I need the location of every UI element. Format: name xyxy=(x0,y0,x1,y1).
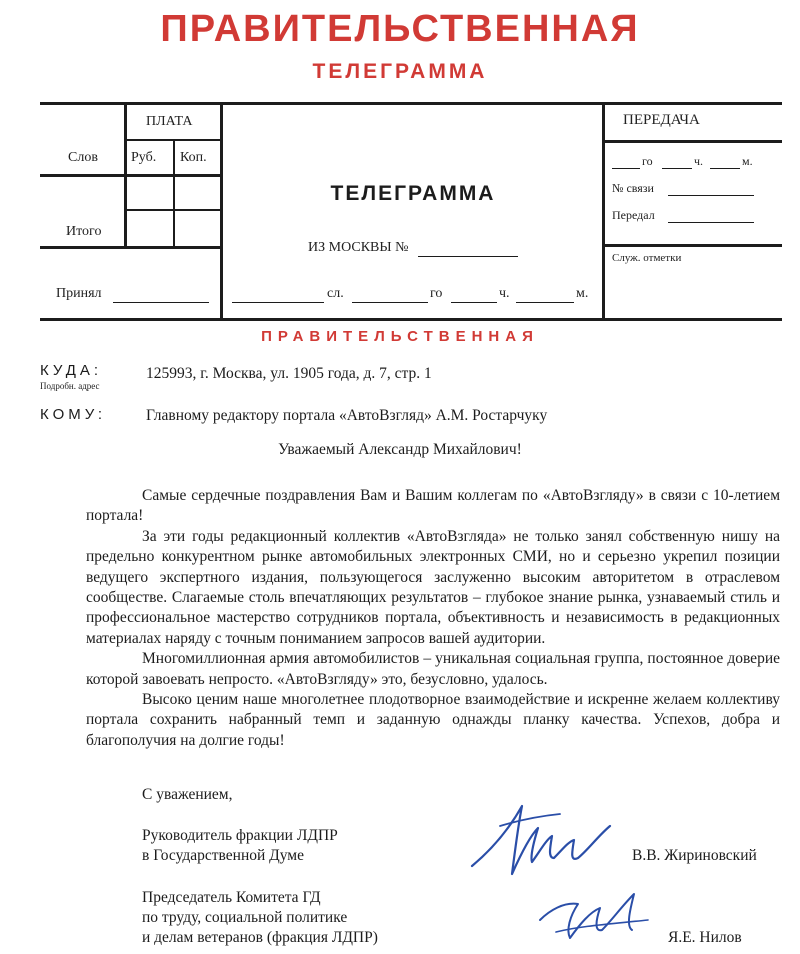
form-bottom-border xyxy=(40,318,782,321)
closing: С уважением, xyxy=(142,786,233,803)
signer2-title xyxy=(142,888,378,948)
number-blank xyxy=(418,256,518,257)
form-divider xyxy=(40,246,223,249)
from-moscow-label: ИЗ МОСКВЫ № xyxy=(308,240,409,255)
form-divider xyxy=(602,140,782,143)
blank xyxy=(662,168,692,169)
signer2-title-line: и делам ветеранов (фракция ЛДПР) xyxy=(142,929,378,946)
prinyal-blank xyxy=(113,302,209,303)
peredacha-label: ПЕРЕДАЧА xyxy=(623,112,700,128)
signer1-title-line: в Государственной Думе xyxy=(142,847,304,864)
signer1-name: В.В. Жириновский xyxy=(632,847,757,864)
komu-label: КОМУ: xyxy=(40,406,107,423)
blank xyxy=(516,302,574,303)
blank xyxy=(710,168,740,169)
form-divider xyxy=(602,102,605,321)
right-ch-label: ч. xyxy=(694,154,704,168)
blank xyxy=(232,302,324,303)
form-top-border xyxy=(40,102,782,105)
signer2-title-line: Председатель Комитета ГД xyxy=(142,889,321,906)
svyazi-label: № связи xyxy=(612,181,654,195)
government-band: ПРАВИТЕЛЬСТВЕННАЯ xyxy=(261,328,539,345)
right-m-label: м. xyxy=(742,154,753,168)
form-divider xyxy=(124,209,223,211)
kuda-sub-label: Подробн. адрес xyxy=(40,381,100,391)
ch-label: ч. xyxy=(499,286,510,301)
greeting: Уважаемый Александр Михайлович! xyxy=(278,441,522,458)
plata-label: ПЛАТА xyxy=(146,114,193,129)
signer2-name: Я.Е. Нилов xyxy=(668,929,742,946)
form-divider xyxy=(602,244,782,247)
document-subtitle: ТЕЛЕГРАММА xyxy=(312,60,488,83)
m-label: м. xyxy=(576,286,589,301)
document-title: ПРАВИТЕЛЬСТВЕННАЯ xyxy=(160,8,640,50)
signer1-title-line: Руководитель фракции ЛДПР xyxy=(142,827,338,844)
form-divider xyxy=(40,174,223,177)
letter-body xyxy=(86,486,780,751)
go-label: го xyxy=(430,286,443,301)
paragraph: Высоко ценим наше многолетнее плодотворное взаимодействие и искренне желаем коллективу портала сохранить набранный темп и заданную однажды планку качества. Успехов, добра и благополучия на долгие годы! xyxy=(86,691,780,749)
form-divider xyxy=(124,139,223,141)
paragraph: Самые сердечные поздравления Вам и Вашим коллегам по «АвтоВзгляду» в связи с 10-летием портала! xyxy=(86,487,780,525)
right-go-label: го xyxy=(642,154,653,168)
recipient-value: Главному редактору портала «АвтоВзгляд» А.М. Ростарчуку xyxy=(146,407,548,424)
signer2-title-line: по труду, социальной политике xyxy=(142,909,348,926)
paragraph: Многомиллионная армия автомобилистов – уникальная социальная группа, постоянное доверие которой завоевать непросто. «АвтоВзгляду» это, безусловно, удалось. xyxy=(86,650,780,688)
signer1-title xyxy=(142,826,338,866)
telegram-title: ТЕЛЕГРАММА xyxy=(330,182,496,205)
blank xyxy=(352,302,428,303)
prinyal-label: Принял xyxy=(56,286,102,301)
paragraph: За эти годы редакционный коллектив «АвтоВзгляда» не только занял собственную нишу на предельно конкурентном рынке автомобильных электронных СМИ, но и серьезно укрепил позиции ведущего экспертного издания, пользующегося заслуженно высоким авторитетом в отраслевом сообществе. Слагаемые столь впечатляющих результатов – глубокое знание рынка, узнаваемый стиль и профессиональное мастерство сотрудников портала, объективность и независимость в редакционных материалах наряду с точным пониманием запросов вашей аудитории. xyxy=(86,527,780,647)
blank xyxy=(612,168,640,169)
blank xyxy=(451,302,497,303)
form-divider xyxy=(173,140,175,248)
slov-label: Слов xyxy=(68,150,98,165)
signature-nilov xyxy=(530,880,660,952)
sl-label: сл. xyxy=(327,286,344,301)
kop-label: Коп. xyxy=(180,150,207,165)
kuda-label: КУДА: xyxy=(40,362,103,379)
sluzh-label: Служ. отметки xyxy=(612,252,682,264)
peredal-label: Передал xyxy=(612,208,655,222)
form-divider xyxy=(220,102,223,321)
itogo-label: Итого xyxy=(66,224,102,239)
address-value: 125993, г. Москва, ул. 1905 года, д. 7, стр. 1 xyxy=(146,365,432,382)
rub-label: Руб. xyxy=(131,150,157,165)
blank xyxy=(668,222,754,223)
blank xyxy=(668,195,754,196)
